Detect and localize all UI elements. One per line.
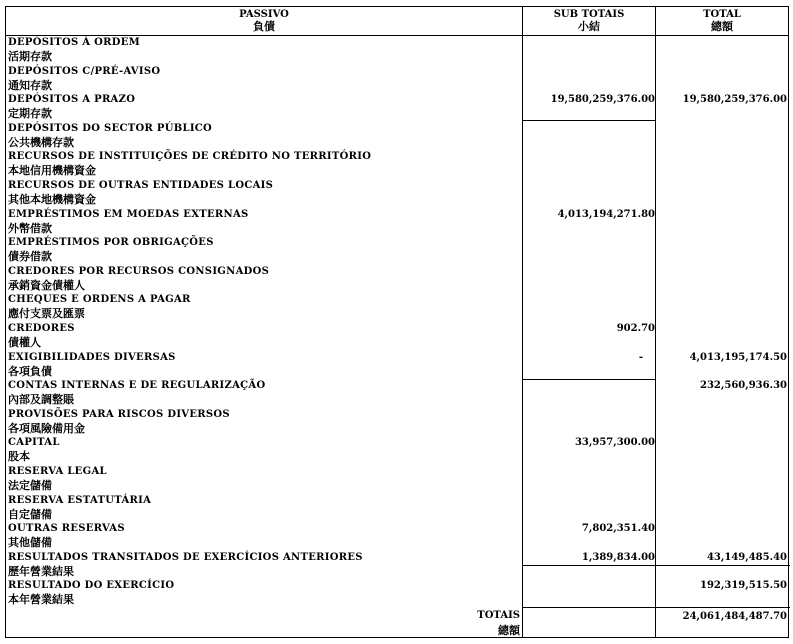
item-label-pt: RESERVA ESTATUTÁRIA	[8, 494, 152, 506]
table-row	[6, 236, 788, 265]
header-subtotals	[523, 9, 655, 33]
item-label-pt: RESULTADOS TRANSITADOS DE EXERCÍCIOS ANTERIORES	[8, 551, 363, 563]
item-label-zh: 其他儲備	[8, 536, 52, 550]
item-label-zh: 債權人	[8, 336, 41, 349]
item-label-zh: 各項負債	[8, 364, 52, 378]
totals-label	[477, 610, 520, 637]
item-label-pt: CHEQUES E ORDENS A PAGAR	[8, 294, 191, 306]
total-value: 4,013,195,174.50	[689, 351, 787, 363]
item-label-zh: 股本	[8, 450, 30, 464]
item-label-pt: CREDORES	[8, 323, 75, 334]
total-value: 19,580,259,376.00	[682, 94, 787, 106]
grand-total-value: 24,061,484,487.70	[682, 611, 787, 622]
header-passivo-pt: PASSIVO	[239, 9, 289, 20]
table-row	[6, 265, 788, 294]
table-row	[6, 379, 788, 408]
table-row	[6, 122, 788, 151]
item-label-pt: DEPÓSITOS À ORDEM	[8, 37, 141, 48]
item-label-pt: CAPITAL	[8, 437, 60, 449]
item-label-zh: 其他本地機構資金	[8, 193, 96, 206]
item-label-zh: 定期存款	[8, 107, 52, 121]
subtotal-value: 902.70	[616, 323, 655, 334]
item-label-pt: EMPRÉSTIMOS EM MOEDAS EXTERNAS	[8, 208, 249, 220]
item-label-pt: DEPÓSITOS C/PRÉ-AVISO	[8, 65, 161, 77]
item-label-zh: 外幣借款	[8, 221, 52, 235]
item-label-pt: EXIGIBILIDADES DIVERSAS	[8, 351, 176, 363]
subtotal-value: -	[638, 351, 643, 363]
table-row	[6, 179, 788, 208]
item-label-pt: CONTAS INTERNAS E DE REGULARIZAÇÃO	[8, 380, 266, 392]
item-label-pt: RESULTADO DO EXERCÍCIO	[8, 580, 175, 592]
table-row	[6, 36, 788, 65]
table-row	[6, 65, 788, 94]
table-row	[6, 408, 788, 437]
total-value: 192,319,515.50	[700, 580, 787, 592]
table-row	[6, 494, 788, 523]
table-row	[6, 93, 788, 122]
totals-label-pt: TOTAIS	[477, 610, 520, 621]
item-label-pt: DEPÓSITOS A PRAZO	[8, 94, 136, 106]
subtotal-value: 4,013,194,271.80	[557, 208, 655, 220]
item-label-zh: 公共機構存款	[8, 135, 74, 149]
table-row	[6, 551, 788, 580]
item-label-pt: PROVISÕES PARA RISCOS DIVERSOS	[8, 408, 230, 420]
subtotal-value: 1,389,834.00	[581, 551, 655, 563]
item-label-zh: 承銷資金債權人	[8, 278, 85, 292]
total-value: 43,149,485.40	[706, 551, 787, 563]
table-row	[6, 150, 788, 179]
table-row	[6, 322, 788, 351]
item-label-pt: DEPÓSITOS DO SECTOR PÚBLICO	[8, 122, 213, 134]
item-label-zh: 應付支票及匯票	[8, 307, 85, 321]
item-label-zh: 活期存款	[8, 50, 52, 63]
table-row	[6, 293, 788, 322]
item-label-zh: 各項風險備用金	[8, 421, 85, 435]
header-total	[656, 9, 788, 33]
item-label-pt: RECURSOS DE OUTRAS ENTIDADES LOCAIS	[8, 180, 274, 191]
item-label-zh: 本地信用機構資金	[8, 164, 96, 178]
totals-label-zh: 總額	[498, 624, 520, 637]
table-row	[6, 579, 788, 608]
table-row	[6, 208, 788, 237]
subtotal-value: 19,580,259,376.00	[550, 94, 655, 106]
header-total-pt: TOTAL	[703, 9, 741, 20]
table-row	[6, 351, 788, 380]
item-label-zh: 本年營業結果	[8, 593, 74, 607]
item-label-zh: 內部及調整賬	[8, 393, 74, 407]
header-passivo	[6, 9, 522, 33]
header-subtotals-zh: 小結	[578, 20, 600, 33]
item-label-zh: 歷年營業結果	[8, 564, 74, 578]
subtotal-value: 33,957,300.00	[574, 437, 655, 449]
item-label-pt: RESERVA LEGAL	[8, 466, 107, 477]
subtotal-value: 7,802,351.40	[581, 523, 655, 535]
item-label-pt: OUTRAS RESERVAS	[8, 523, 125, 535]
table-row	[6, 436, 788, 465]
item-label-zh: 法定儲備	[8, 479, 52, 492]
header-total-zh: 總額	[711, 20, 733, 33]
table-row	[6, 465, 788, 494]
header-subtotals-pt: SUB TOTAIS	[553, 9, 625, 20]
item-label-pt: RECURSOS DE INSTITUIÇÕES DE CRÉDITO NO TERRITÓRIO	[8, 151, 372, 163]
table-row	[6, 522, 788, 551]
item-label-zh: 通知存款	[8, 78, 52, 92]
balance-sheet-table	[5, 6, 789, 638]
item-label-zh: 自定儲備	[8, 507, 52, 521]
item-label-zh: 債券借款	[8, 250, 52, 264]
total-value: 232,560,936.30	[700, 380, 787, 392]
item-label-pt: CREDORES POR RECURSOS CONSIGNADOS	[8, 265, 270, 277]
item-label-pt: EMPRÉSTIMOS POR OBRIGAÇÕES	[8, 237, 214, 249]
header-passivo-zh: 負債	[253, 20, 275, 33]
